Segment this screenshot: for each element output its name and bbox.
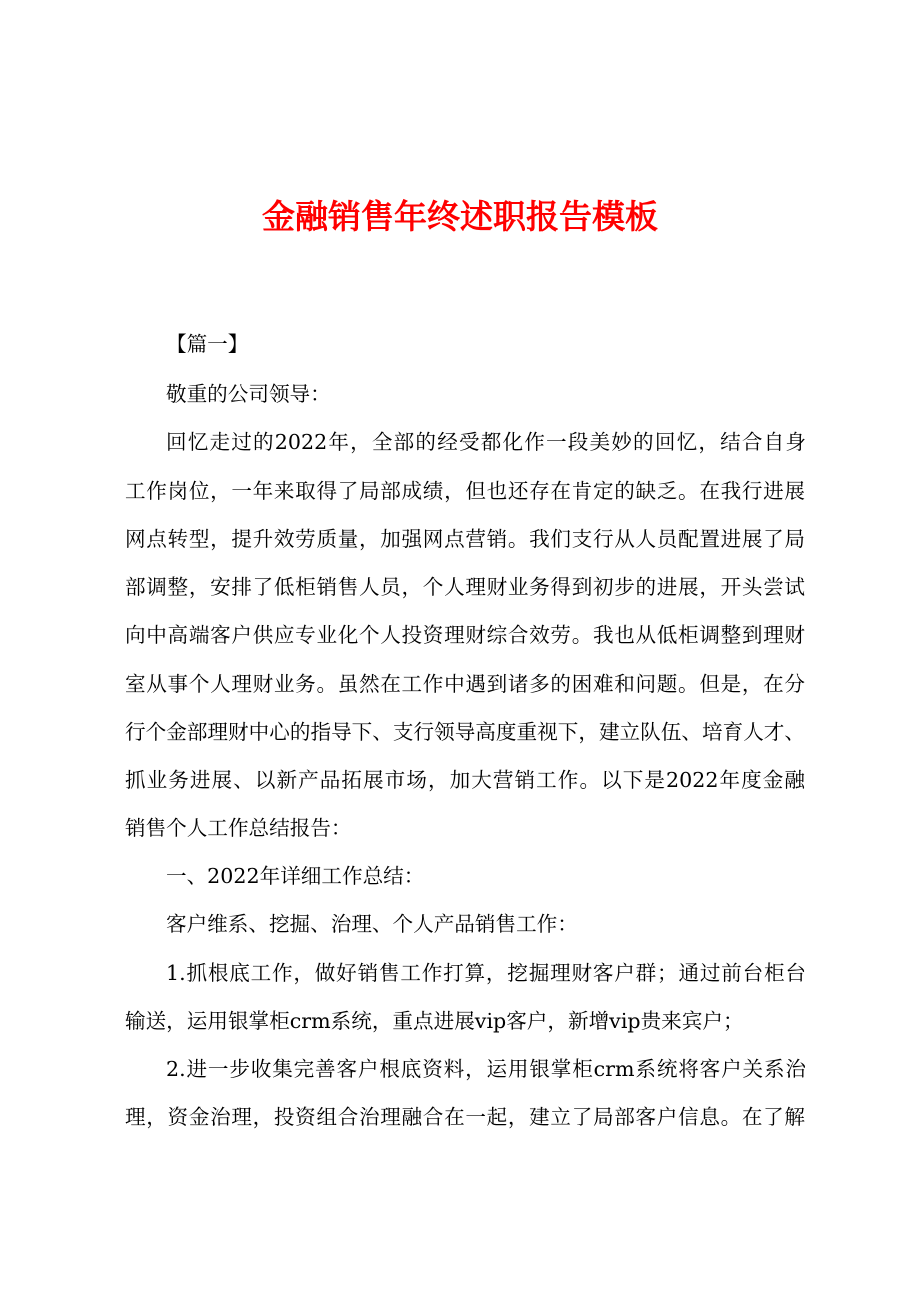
paragraph-line: 2.进一步收集完善客户根底资料，运用银掌柜crm系统将客户关系治 [166, 1057, 806, 1081]
paragraph-line: 销售个人工作总结报告： [125, 816, 352, 840]
paragraph-line: 回忆走过的2022年，全部的经受都化作一段美妙的回忆，结合自身 [166, 430, 806, 454]
paragraph-line: 部调整，安排了低柜销售人员，个人理财业务得到初步的进展，开头尝试 [125, 575, 805, 599]
paragraph-line: 工作岗位，一年来取得了局部成绩，但也还存在肯定的缺乏。在我行进展 [125, 479, 805, 503]
paragraph-line: 1.抓根底工作，做好销售工作打算，挖掘理财客户群；通过前台柜台 [166, 961, 806, 985]
paragraph-line: 输送，运用银掌柜crm系统，重点进展vip客户，新增vip贵来宾户； [125, 1009, 744, 1033]
paragraph-line: 抓业务进展、以新产品拓展市场，加大营销工作。以下是2022年度金融 [125, 768, 805, 792]
section-heading: 一、2022年详细工作总结： [166, 864, 425, 888]
paragraph-line: 网点转型，提升效劳质量，加强网点营销。我们支行从人员配置进展了局 [125, 527, 805, 551]
salutation: 敬重的公司领导： [166, 382, 331, 406]
document-title: 金融销售年终述职报告模板 [262, 197, 658, 236]
paragraph-line: 向中高端客户供应专业化个人投资理财综合效劳。我也从低柜调整到理财 [125, 623, 805, 647]
paragraph-line: 理，资金治理，投资组合治理融合在一起，建立了局部客户信息。在了解 [125, 1105, 805, 1129]
section-heading: 【篇一】 [166, 332, 249, 356]
paragraph-line: 室从事个人理财业务。虽然在工作中遇到诸多的困难和问题。但是，在分 [125, 672, 805, 696]
subsection-heading: 客户维系、挖掘、治理、个人产品销售工作： [166, 912, 578, 936]
paragraph-line: 行个金部理财中心的指导下、支行领导高度重视下，建立队伍、培育人才、 [125, 720, 805, 744]
